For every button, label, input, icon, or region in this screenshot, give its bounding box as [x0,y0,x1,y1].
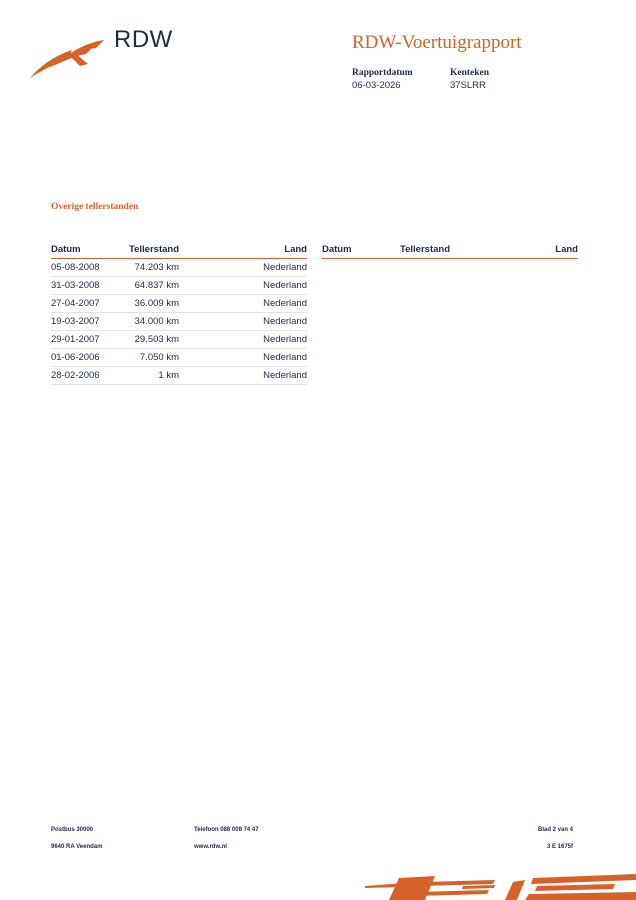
rdw-logo [28,26,188,86]
cell-odometer: 36.009 km [117,295,179,313]
cell-date: 29-01-2007 [51,331,117,349]
table-header-row [51,242,307,259]
cell-country: Nederland [179,295,307,313]
table-header-row [322,242,578,259]
report-date-label: Rapportdatum [352,68,413,78]
table-row [51,349,307,367]
section-title: Overige tellerstanden [51,202,139,212]
col-header-country: Land [450,242,578,259]
col-header-date: Datum [51,242,117,259]
decorative-stripes-icon [365,872,636,900]
cell-country: Nederland [179,277,307,295]
footer-address-line1: Postbus 30000 [51,827,94,833]
report-date-block [352,68,413,91]
table-row [51,295,307,313]
cell-date: 05-08-2008 [51,259,117,277]
cell-date: 01-06-2006 [51,349,117,367]
cell-country: Nederland [179,313,307,331]
table-row [51,259,307,277]
cell-date: 28-02-2006 [51,367,117,385]
cell-country: Nederland [179,349,307,367]
plate-value: 37SLRR [450,80,486,91]
cell-odometer: 7.050 km [117,349,179,367]
report-date-value: 06-03-2026 [352,80,401,91]
logo-text: RDW [114,26,173,53]
footer-address-line2: 9640 RA Veendam [51,844,103,850]
table-row [51,313,307,331]
col-header-country: Land [179,242,307,259]
table-row [51,331,307,349]
plate-label: Kenteken [450,68,490,78]
col-header-odometer: Tellerstand [117,242,179,259]
cell-date: 27-04-2007 [51,295,117,313]
cell-date: 19-03-2007 [51,313,117,331]
col-header-date: Datum [322,242,388,259]
cell-country: Nederland [179,331,307,349]
footer-page-number: Blad 2 van 4 [537,827,573,833]
cell-odometer: 64.837 km [117,277,179,295]
cell-odometer: 74.203 km [117,259,179,277]
odometer-table [51,242,307,385]
rdw-wing-icon [28,38,108,80]
table-row [51,277,307,295]
report-title: RDW-Voertuigrapport [352,32,522,53]
odometer-table-continued [322,242,578,259]
footer-phone: Telefoon 088 008 74 47 [194,827,259,833]
cell-odometer: 34.000 km [117,313,179,331]
cell-date: 31-03-2008 [51,277,117,295]
cell-odometer: 29.503 km [117,331,179,349]
cell-country: Nederland [179,367,307,385]
plate-block [450,68,489,91]
footer-website[interactable]: www.rdw.nl [194,844,227,850]
footer-document-code: 3 E 1675f [546,844,573,850]
cell-odometer: 1 km [117,367,179,385]
col-header-odometer: Tellerstand [388,242,450,259]
table-row [51,367,307,385]
cell-country: Nederland [179,259,307,277]
